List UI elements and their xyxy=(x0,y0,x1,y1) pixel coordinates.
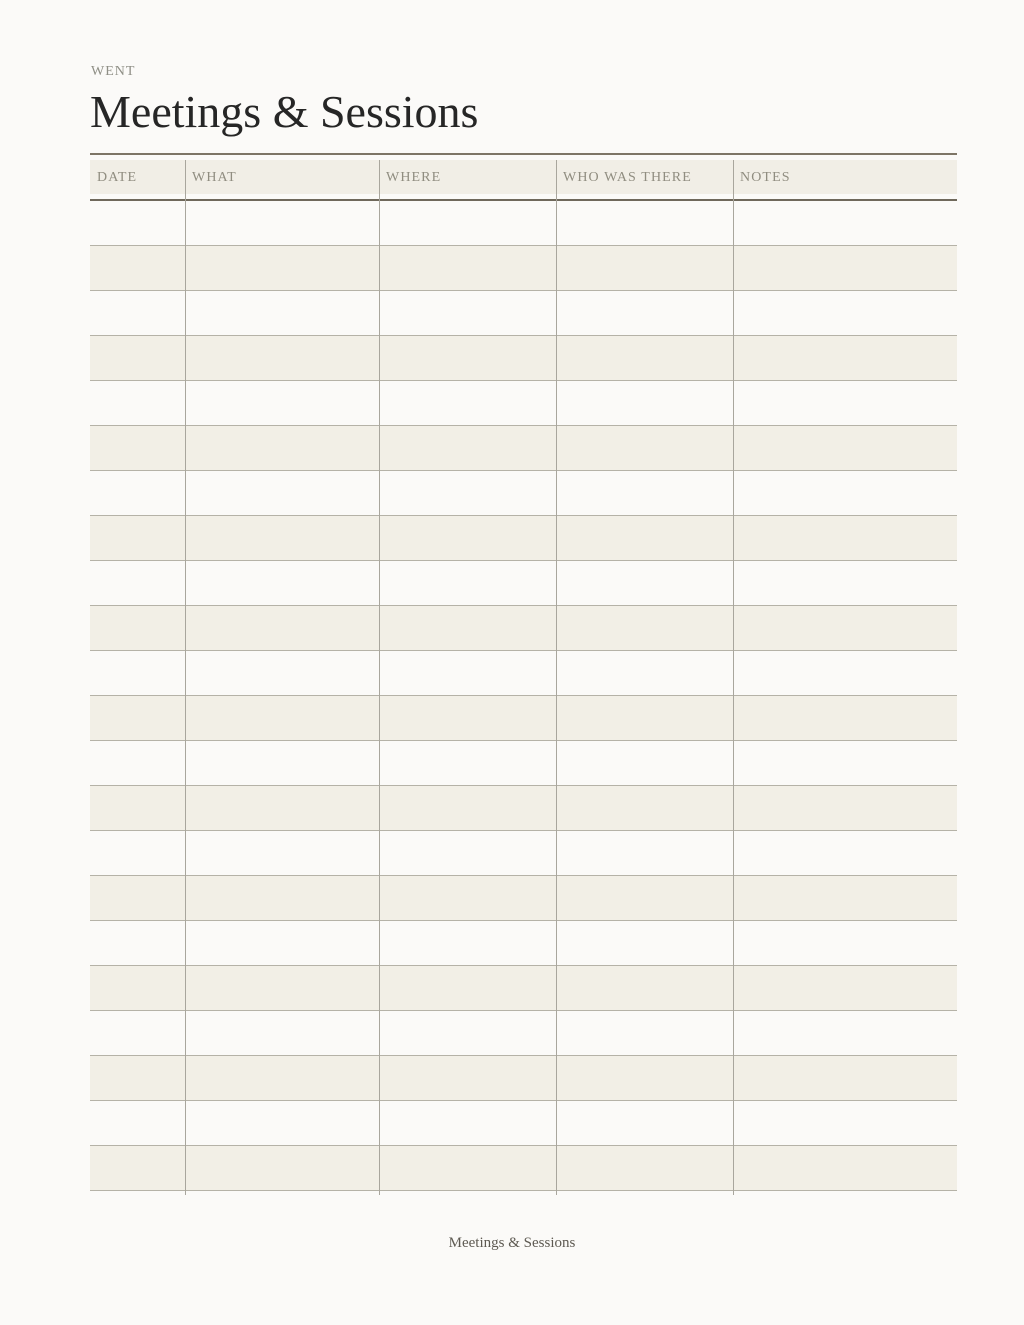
cell-who-was-there[interactable] xyxy=(556,246,733,290)
cell-notes[interactable] xyxy=(733,741,957,785)
cell-date[interactable] xyxy=(90,561,185,605)
title-divider xyxy=(90,153,957,155)
cell-notes[interactable] xyxy=(733,336,957,380)
cell-where[interactable] xyxy=(379,381,556,425)
cell-where[interactable] xyxy=(379,1101,556,1145)
cell-what[interactable] xyxy=(185,831,379,875)
cell-where[interactable] xyxy=(379,561,556,605)
cell-notes[interactable] xyxy=(733,426,957,470)
column-header-notes: NOTES xyxy=(740,170,791,185)
cell-date[interactable] xyxy=(90,516,185,560)
table-row xyxy=(90,516,957,561)
cell-notes[interactable] xyxy=(733,831,957,875)
cell-notes[interactable] xyxy=(733,921,957,965)
cell-where[interactable] xyxy=(379,741,556,785)
cell-who-was-there[interactable] xyxy=(556,651,733,695)
cell-date[interactable] xyxy=(90,426,185,470)
cell-what[interactable] xyxy=(185,201,379,245)
cell-date[interactable] xyxy=(90,471,185,515)
cell-where[interactable] xyxy=(379,471,556,515)
cell-notes[interactable] xyxy=(733,966,957,1010)
cell-notes[interactable] xyxy=(733,1056,957,1100)
cell-where[interactable] xyxy=(379,831,556,875)
cell-what[interactable] xyxy=(185,876,379,920)
page-eyebrow: WENT xyxy=(91,64,136,79)
cell-who-was-there[interactable] xyxy=(556,1056,733,1100)
cell-where[interactable] xyxy=(379,1056,556,1100)
column-header-where: WHERE xyxy=(386,170,442,185)
cell-notes[interactable] xyxy=(733,1011,957,1055)
column-divider xyxy=(185,160,186,1195)
cell-what[interactable] xyxy=(185,741,379,785)
table-row xyxy=(90,336,957,381)
cell-what[interactable] xyxy=(185,1101,379,1145)
cell-who-was-there[interactable] xyxy=(556,606,733,650)
cell-notes[interactable] xyxy=(733,471,957,515)
cell-what[interactable] xyxy=(185,561,379,605)
cell-who-was-there[interactable] xyxy=(556,696,733,740)
cell-who-was-there[interactable] xyxy=(556,1101,733,1145)
cell-notes[interactable] xyxy=(733,786,957,830)
cell-date[interactable] xyxy=(90,1011,185,1055)
cell-who-was-there[interactable] xyxy=(556,1011,733,1055)
cell-what[interactable] xyxy=(185,1056,379,1100)
cell-date[interactable] xyxy=(90,1146,185,1190)
table-row xyxy=(90,651,957,696)
cell-what[interactable] xyxy=(185,696,379,740)
cell-where[interactable] xyxy=(379,201,556,245)
cell-date[interactable] xyxy=(90,291,185,335)
table-row xyxy=(90,426,957,471)
table-row xyxy=(90,831,957,876)
table-row xyxy=(90,696,957,741)
cell-date[interactable] xyxy=(90,201,185,245)
cell-who-was-there[interactable] xyxy=(556,381,733,425)
cell-what[interactable] xyxy=(185,966,379,1010)
cell-notes[interactable] xyxy=(733,606,957,650)
cell-where[interactable] xyxy=(379,246,556,290)
cell-what[interactable] xyxy=(185,606,379,650)
column-divider xyxy=(379,160,380,1195)
table-row xyxy=(90,1056,957,1101)
table-body xyxy=(90,201,957,1191)
column-divider xyxy=(733,160,734,1195)
cell-date[interactable] xyxy=(90,381,185,425)
table-row xyxy=(90,966,957,1011)
cell-what[interactable] xyxy=(185,921,379,965)
cell-who-was-there[interactable] xyxy=(556,831,733,875)
cell-date[interactable] xyxy=(90,696,185,740)
cell-who-was-there[interactable] xyxy=(556,291,733,335)
cell-who-was-there[interactable] xyxy=(556,471,733,515)
page-title: Meetings & Sessions xyxy=(90,86,479,137)
cell-where[interactable] xyxy=(379,696,556,740)
table-row xyxy=(90,876,957,921)
column-header-what: WHAT xyxy=(192,170,237,185)
cell-what[interactable] xyxy=(185,651,379,695)
cell-date[interactable] xyxy=(90,921,185,965)
cell-date[interactable] xyxy=(90,651,185,695)
cell-who-was-there[interactable] xyxy=(556,876,733,920)
cell-where[interactable] xyxy=(379,606,556,650)
cell-where[interactable] xyxy=(379,1146,556,1190)
page-footer: Meetings & Sessions xyxy=(448,1235,576,1251)
table-row xyxy=(90,1146,957,1191)
cell-date[interactable] xyxy=(90,741,185,785)
cell-notes[interactable] xyxy=(733,876,957,920)
cell-date[interactable] xyxy=(90,246,185,290)
cell-where[interactable] xyxy=(379,876,556,920)
cell-what[interactable] xyxy=(185,426,379,470)
cell-what[interactable] xyxy=(185,1011,379,1055)
table-row xyxy=(90,606,957,651)
cell-date[interactable] xyxy=(90,831,185,875)
cell-notes[interactable] xyxy=(733,201,957,245)
cell-what[interactable] xyxy=(185,336,379,380)
table-row xyxy=(90,1011,957,1056)
cell-what[interactable] xyxy=(185,1146,379,1190)
cell-what[interactable] xyxy=(185,291,379,335)
cell-where[interactable] xyxy=(379,336,556,380)
cell-who-was-there[interactable] xyxy=(556,966,733,1010)
cell-who-was-there[interactable] xyxy=(556,426,733,470)
cell-who-was-there[interactable] xyxy=(556,336,733,380)
column-header-date: DATE xyxy=(97,170,138,185)
cell-who-was-there[interactable] xyxy=(556,1146,733,1190)
cell-where[interactable] xyxy=(379,921,556,965)
cell-who-was-there[interactable] xyxy=(556,921,733,965)
cell-where[interactable] xyxy=(379,426,556,470)
table-row xyxy=(90,921,957,966)
cell-notes[interactable] xyxy=(733,1146,957,1190)
table-row xyxy=(90,381,957,426)
cell-notes[interactable] xyxy=(733,246,957,290)
cell-date[interactable] xyxy=(90,336,185,380)
cell-what[interactable] xyxy=(185,471,379,515)
table-row xyxy=(90,786,957,831)
table-row xyxy=(90,561,957,606)
cell-what[interactable] xyxy=(185,516,379,560)
cell-what[interactable] xyxy=(185,381,379,425)
table-row xyxy=(90,1101,957,1146)
cell-who-was-there[interactable] xyxy=(556,561,733,605)
cell-date[interactable] xyxy=(90,1056,185,1100)
cell-what[interactable] xyxy=(185,246,379,290)
cell-notes[interactable] xyxy=(733,291,957,335)
cell-notes[interactable] xyxy=(733,651,957,695)
cell-where[interactable] xyxy=(379,786,556,830)
table-row xyxy=(90,201,957,246)
cell-where[interactable] xyxy=(379,1011,556,1055)
meetings-table xyxy=(90,160,957,1191)
cell-where[interactable] xyxy=(379,291,556,335)
column-header-who-was-there: WHO WAS THERE xyxy=(563,170,692,185)
cell-notes[interactable] xyxy=(733,561,957,605)
cell-where[interactable] xyxy=(379,966,556,1010)
table-row xyxy=(90,471,957,516)
cell-where[interactable] xyxy=(379,651,556,695)
cell-date[interactable] xyxy=(90,966,185,1010)
cell-notes[interactable] xyxy=(733,1101,957,1145)
table-row xyxy=(90,741,957,786)
cell-what[interactable] xyxy=(185,786,379,830)
cell-who-was-there[interactable] xyxy=(556,741,733,785)
cell-where[interactable] xyxy=(379,516,556,560)
table-row xyxy=(90,291,957,336)
cell-who-was-there[interactable] xyxy=(556,516,733,560)
cell-date[interactable] xyxy=(90,606,185,650)
cell-who-was-there[interactable] xyxy=(556,786,733,830)
cell-notes[interactable] xyxy=(733,516,957,560)
cell-date[interactable] xyxy=(90,1101,185,1145)
cell-date[interactable] xyxy=(90,786,185,830)
cell-date[interactable] xyxy=(90,876,185,920)
column-divider xyxy=(556,160,557,1195)
cell-notes[interactable] xyxy=(733,696,957,740)
cell-who-was-there[interactable] xyxy=(556,201,733,245)
table-header xyxy=(90,160,957,194)
table-row xyxy=(90,246,957,291)
cell-notes[interactable] xyxy=(733,381,957,425)
